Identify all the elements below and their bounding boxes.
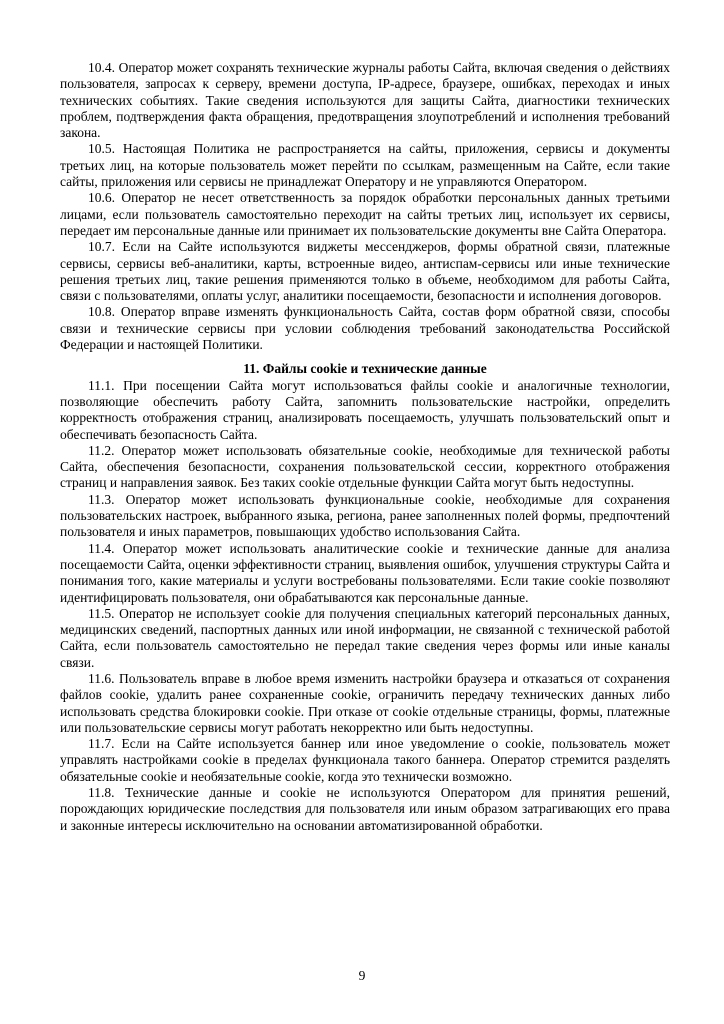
paragraph-11-3: 11.3. Оператор может использовать функциональные cookie, необходимые для сохранения пользовательских настроек, выбранного языка, региона, ранее заполненных полей формы, предпочтений пользователя и иных параметров, повышающих удобство использования Сайта. bbox=[60, 491, 670, 540]
paragraph-10-4: 10.4. Оператор может сохранять технические журналы работы Сайта, включая сведения о действиях пользователя, запросах к серверу, времени доступа, IP-адресе, браузере, ошибках, переходах и иных технических событиях. Такие сведения используются для защиты Сайта, диагностики технических проблем, подтверждения факта обращения, предотвращения злоупотреблений и исполнения требований закона. bbox=[60, 60, 670, 141]
paragraph-10-5: 10.5. Настоящая Политика не распространяется на сайты, приложения, сервисы и документы третьих лиц, на которые пользователь может перейти по ссылкам, размещенным на Сайте, если такие сайты, приложения или сервисы не принадлежат Оператору и не управляются Оператором. bbox=[60, 141, 670, 190]
paragraph-11-2: 11.2. Оператор может использовать обязательные cookie, необходимые для технической работы Сайта, обеспечения безопасности, сохранения пользовательской сессии, корректного отображения страниц и направления заявок. Без таких cookie отдельные функции Сайта могут быть недоступны. bbox=[60, 442, 670, 491]
page-number: 9 bbox=[358, 968, 366, 983]
paragraph-11-5: 11.5. Оператор не использует cookie для получения специальных категорий персональных данных, медицинских сведений, паспортных данных или иной информации, не связанной с технической работой Сайта, если пользователь самостоятельно не передал такие сведения через формы или иные каналы связи. bbox=[60, 605, 670, 670]
paragraph-11-6: 11.6. Пользователь вправе в любое время изменить настройки браузера и отказаться от сохранения файлов cookie, удалить ранее сохраненные cookie, ограничить передачу технических данных либо использовать средства блокировки cookie. При отказе от cookie отдельные страницы, формы, платежные или пользовательские сервисы могут работать некорректно или быть недоступны. bbox=[60, 670, 670, 735]
paragraph-11-8: 11.8. Технические данные и cookie не используются Оператором для принятия решений, порождающих юридические последствия для пользователя или иным образом затрагивающих его права и законные интересы исключительно на основании автоматизированной обработки. bbox=[60, 785, 670, 833]
paragraph-11-7: 11.7. Если на Сайте используется баннер или иное уведомление о cookie, пользователь может управлять настройками cookie в пределах функционала такого баннера. Оператор стремится разделять обязательные cookie и необязательные cookie, когда это технически возможно. bbox=[60, 736, 670, 784]
paragraph-10-8: 10.8. Оператор вправе изменять функциональность Сайта, состав форм обратной связи, способы связи и технические сервисы при условии соблюдения требований законодательства Российской Федерации и настоящей Политики. bbox=[60, 304, 670, 353]
document-page bbox=[60, 60, 670, 834]
paragraph-11-1: 11.1. При посещении Сайта могут использоваться файлы cookie и аналогичные технологии, позволяющие обеспечить работу Сайта, запомнить пользовательские настройки, определить корректность отображения страниц, анализировать посещаемость, улучшать пользовательский опыт и обеспечивать безопасность Сайта. bbox=[60, 377, 670, 442]
paragraph-11-4: 11.4. Оператор может использовать аналитические cookie и технические данные для анализа посещаемости Сайта, оценки эффективности страниц, выявления ошибок, улучшения структуры Сайта и понимания того, какие материалы и услуги востребованы пользователями. Если такие cookie позволяют идентифицировать пользователя, они обрабатываются как персональные данные. bbox=[60, 540, 670, 605]
paragraph-10-7: 10.7. Если на Сайте используются виджеты мессенджеров, формы обратной связи, платежные сервисы, сервисы веб-аналитики, карты, встроенные видео, антиспам-сервисы или иные технические решения третьих лиц, такие решения применяются только в объеме, необходимом для работы Сайта, связи с пользователями, оплаты услуг, аналитики посещаемости, безопасности и исполнения договоров. bbox=[60, 239, 670, 304]
section-11-heading: 11. Файлы cookie и технические данные bbox=[243, 361, 487, 377]
paragraph-10-6: 10.6. Оператор не несет ответственность за порядок обработки персональных данных третьими лицами, если пользователь самостоятельно переходит на сайты третьих лиц, использует их сервисы, передает им персональные данные или принимает их пользовательские документы вне Сайта Оператора. bbox=[60, 190, 670, 238]
